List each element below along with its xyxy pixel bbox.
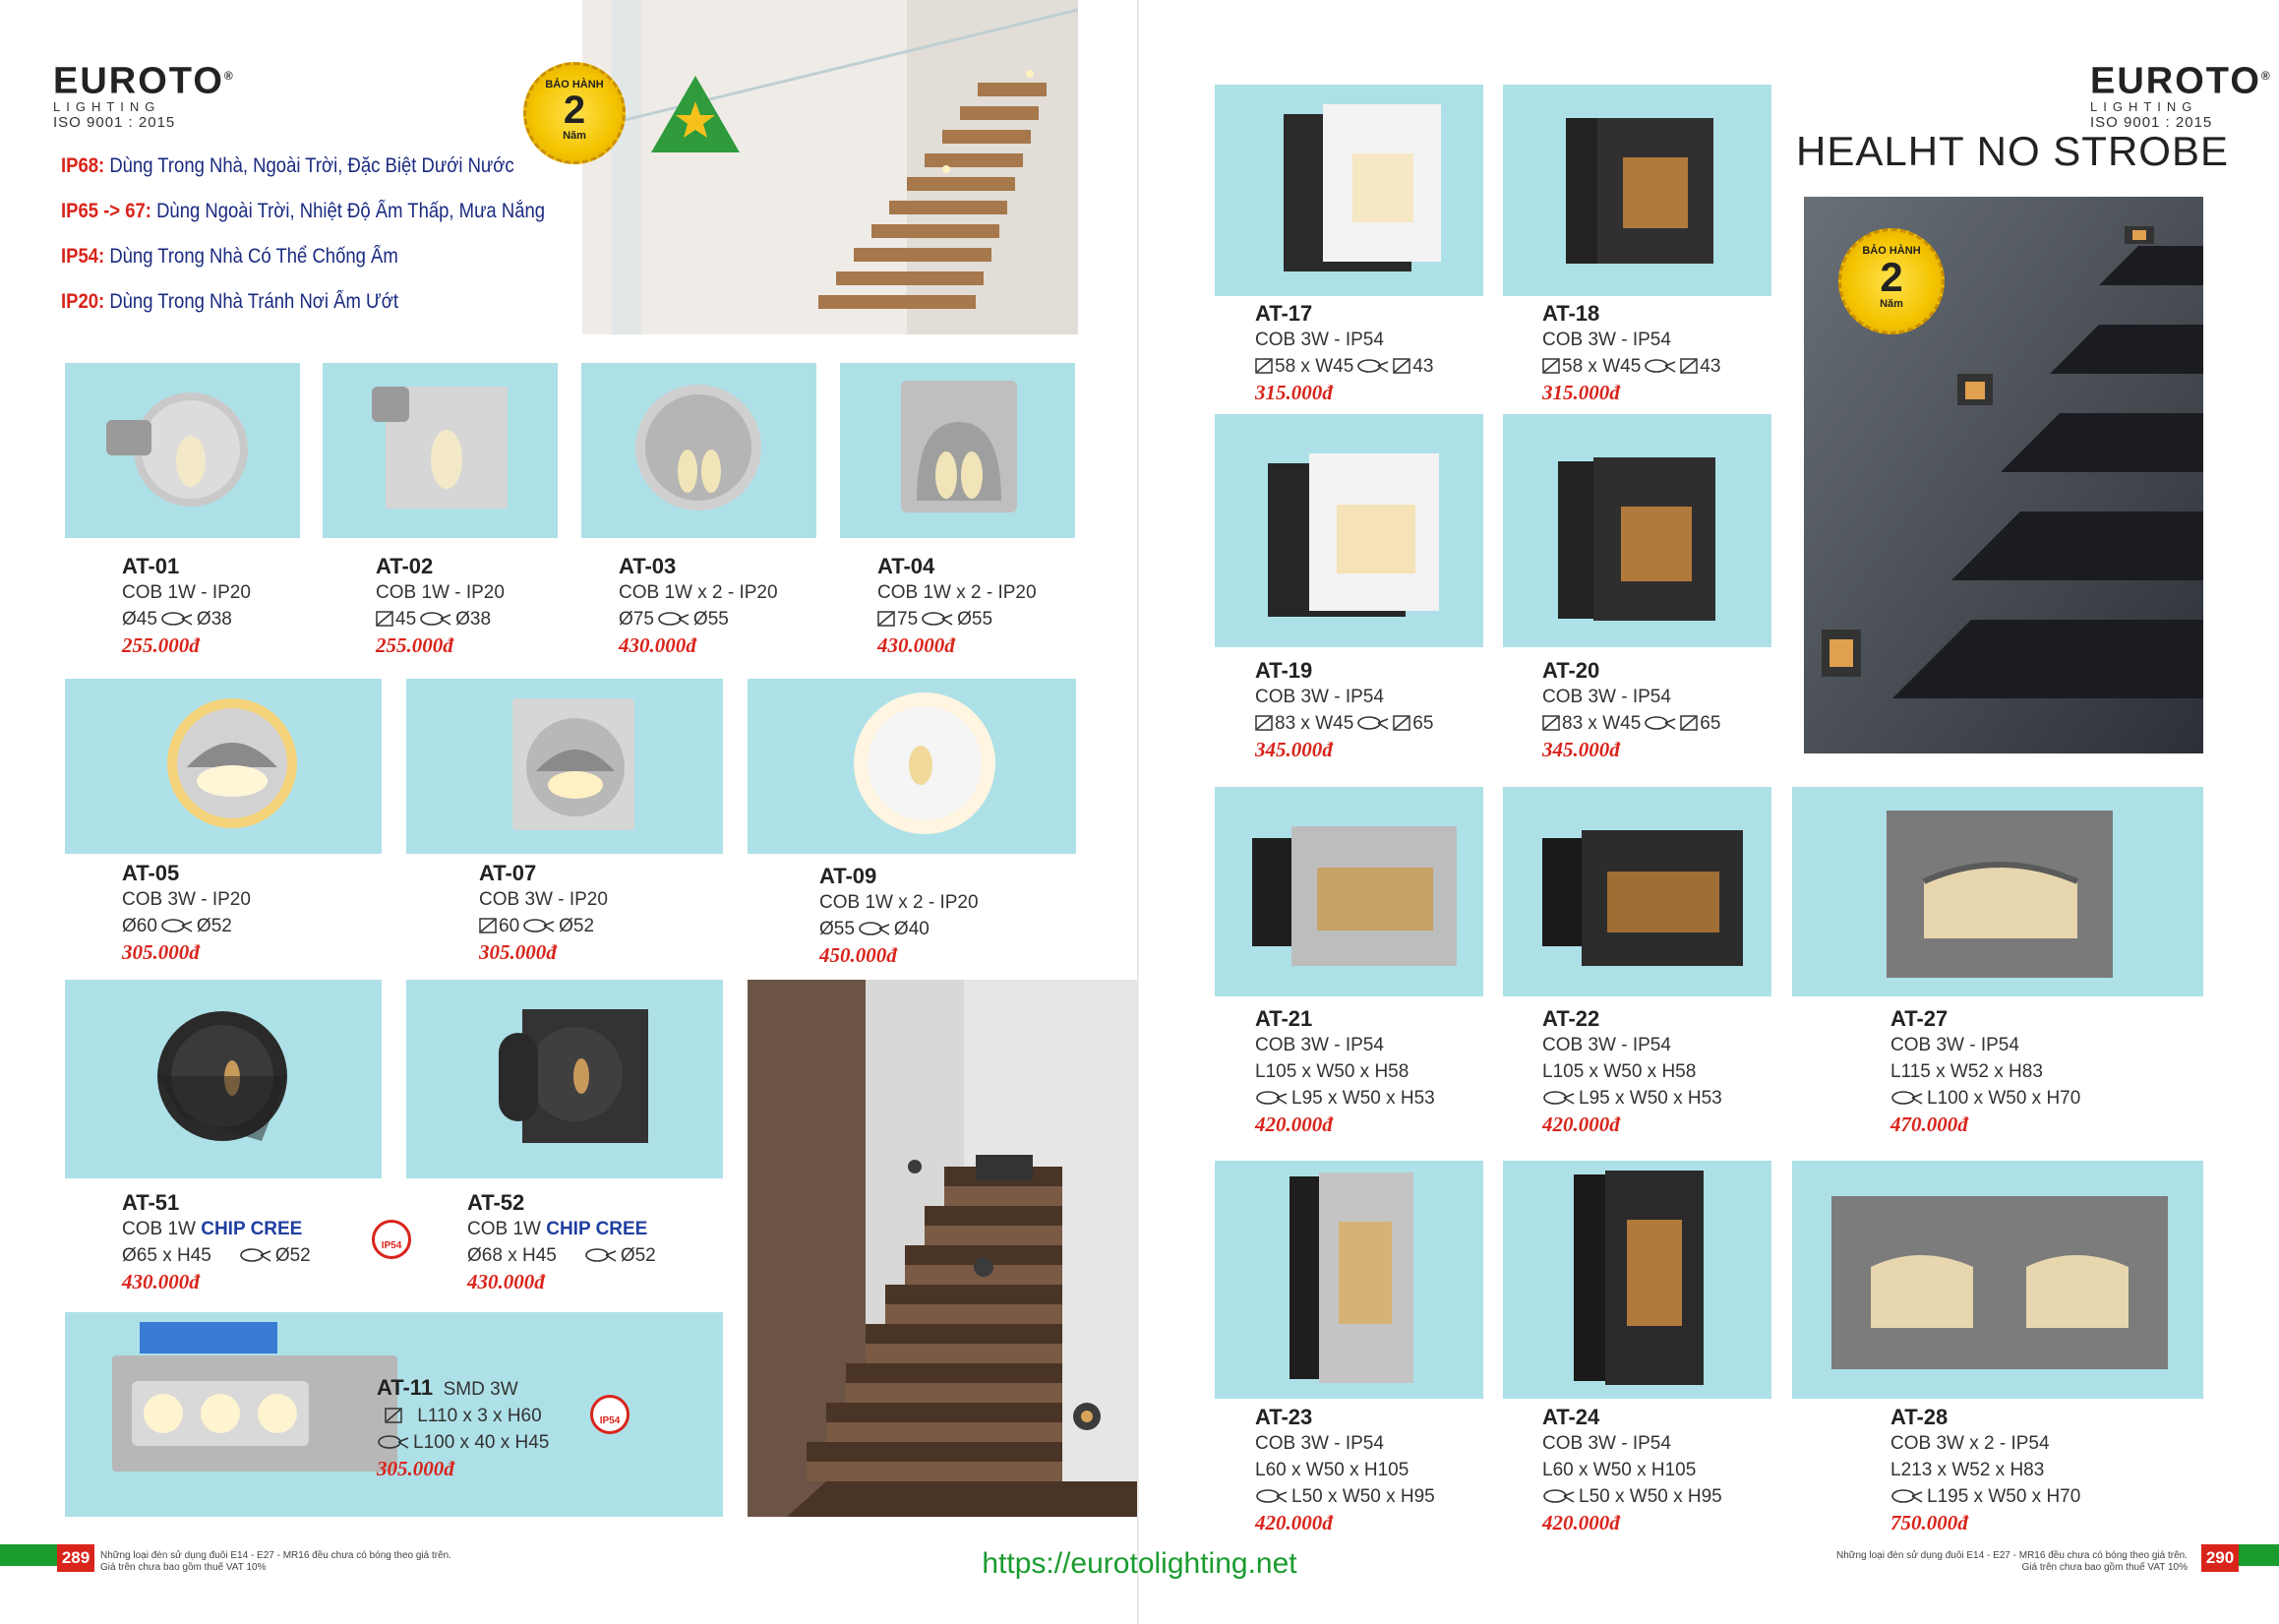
square-size-icon (1542, 715, 1560, 731)
cutout-icon (1542, 1487, 1576, 1505)
square-size-icon (479, 918, 497, 933)
product-at19: AT-19 COB 3W - IP54 83 x W45 65 345.000đ (1255, 658, 1434, 761)
square-size-icon (1255, 715, 1273, 731)
square-size-icon (376, 611, 393, 627)
product-at01: AT-01 COB 1W - IP20 Ø45 Ø38 255.000đ (122, 554, 251, 657)
square-size-icon (1680, 715, 1698, 731)
product-image-at18 (1503, 85, 1771, 296)
square-size-icon (877, 611, 895, 627)
brand-logo-left: EUROTO® LIGHTING ISO 9001 : 2015 (53, 60, 235, 131)
product-at27: AT-27 COB 3W - IP54 L115 x W52 x H83 L100 x W50 x H70 470.000đ (1890, 1006, 2081, 1136)
cutout-icon (1255, 1089, 1289, 1107)
cutout-icon (1356, 714, 1390, 732)
product-image-at20 (1503, 414, 1771, 647)
product-at05: AT-05 COB 3W - IP20 Ø60 Ø52 305.000đ (122, 861, 251, 964)
footnote-left: Những loại đèn sử dụng đuôi E14 - E27 - MR16 đều chưa có bóng theo giá trên. Giá trên chưa bao gồm thuế VAT 10% (100, 1550, 451, 1573)
cutout-icon (1255, 1487, 1289, 1505)
product-at24: AT-24 COB 3W - IP54 L60 x W50 x H105 L50 x W50 x H95 420.000đ (1542, 1405, 1722, 1534)
page-heading: HEALHT NO STROBE (1796, 128, 2229, 174)
staircase-photo-top (582, 0, 1078, 334)
cutout-icon (419, 610, 452, 628)
product-image-at28 (1792, 1161, 2203, 1399)
product-image-at24 (1503, 1161, 1771, 1399)
page-number-left: 289 (57, 1544, 94, 1572)
product-image-at27 (1792, 787, 2203, 996)
product-at04: AT-04 COB 1W x 2 - IP20 75 Ø55 430.000đ (877, 554, 1037, 657)
footnote-right: Những loại đèn sử dụng đuôi E14 - E27 - MR16 đều chưa có bóng theo giá trên. Giá trên chưa bao gồm thuế VAT 10% (1836, 1550, 2188, 1573)
ip54-badge: IP54 (372, 1220, 411, 1259)
product-at51: AT-51 COB 1W CHIP CREE Ø65 x H45 Ø52 430.000đ (122, 1190, 311, 1293)
product-image-at51 (65, 980, 382, 1178)
page-number-right: 290 (2201, 1544, 2239, 1572)
ip54-badge: IP54 (590, 1395, 630, 1434)
cutout-icon (858, 920, 891, 937)
cutout-icon (657, 610, 690, 628)
cutout-icon (1890, 1487, 1924, 1505)
product-at52: AT-52 COB 1W CHIP CREE Ø68 x H45 Ø52 430.000đ (467, 1190, 656, 1293)
product-at20: AT-20 COB 3W - IP54 83 x W45 65 345.000đ (1542, 658, 1721, 761)
cutout-icon (160, 917, 194, 934)
product-at28: AT-28 COB 3W x 2 - IP54 L213 x W52 x H83 L195 x W50 x H70 750.000đ (1890, 1405, 2081, 1534)
product-image-at03 (581, 363, 816, 538)
product-image-at22 (1503, 787, 1771, 996)
cutout-icon (1890, 1089, 1924, 1107)
cutout-icon (377, 1433, 410, 1451)
square-size-icon (1542, 358, 1560, 374)
ip-rating-line: IP68: Dùng Trong Nhà, Ngoài Trời, Đặc Biệt Dưới Nước (61, 154, 514, 177)
product-image-at21 (1215, 787, 1483, 996)
product-at02: AT-02 COB 1W - IP20 45 Ø38 255.000đ (376, 554, 505, 657)
page-right (1139, 0, 2279, 1624)
product-at18: AT-18 COB 3W - IP54 58 x W45 43 315.000đ (1542, 301, 1721, 404)
product-image-at23 (1215, 1161, 1483, 1399)
ip-rating-line: IP65 -> 67: Dùng Ngoài Trời, Nhiệt Độ Ẩm Thấp, Mưa Nắng (61, 200, 546, 222)
product-image-at02 (323, 363, 558, 538)
cutout-icon (239, 1246, 272, 1264)
product-image-at01 (65, 363, 300, 538)
product-price: 255.000đ (122, 633, 200, 657)
product-image-at07 (406, 679, 723, 854)
product-spec: COB 1W - IP20 (122, 582, 251, 603)
staircase-photo-bottom (748, 980, 1139, 1517)
product-at21: AT-21 COB 3W - IP54 L105 x W50 x H58 L95 x W50 x H53 420.000đ (1255, 1006, 1435, 1136)
product-image-at52 (406, 980, 723, 1178)
website-link[interactable]: https://eurotolighting.net (982, 1547, 1297, 1580)
product-at03: AT-03 COB 1W x 2 - IP20 Ø75 Ø55 430.000đ (619, 554, 778, 657)
square-size-icon (1393, 715, 1410, 731)
product-at09: AT-09 COB 1W x 2 - IP20 Ø55 Ø40 450.000đ (819, 864, 979, 967)
cutout-icon (1644, 357, 1677, 375)
ip-rating-line: IP54: Dùng Trong Nhà Có Thể Chống Ẩm (61, 245, 398, 268)
warranty-badge: BẢO HÀNH 2 Năm (523, 62, 626, 164)
cutout-icon (160, 610, 194, 628)
surface-size-icon (377, 1408, 410, 1423)
product-at23: AT-23 COB 3W - IP54 L60 x W50 x H105 L50 x W50 x H95 420.000đ (1255, 1405, 1435, 1534)
cutout-icon (584, 1246, 618, 1264)
brand-logo-right: EUROTO® LIGHTING ISO 9001 : 2015 (2090, 60, 2272, 131)
ip-rating-line: IP20: Dùng Trong Nhà Tránh Nơi Ẩm Ướt (61, 290, 399, 313)
product-image-at17 (1215, 85, 1483, 296)
quality-badge (649, 74, 742, 164)
product-at22: AT-22 COB 3W - IP54 L105 x W50 x H58 L95 x W50 x H53 420.000đ (1542, 1006, 1722, 1136)
product-code: AT-01 (122, 554, 180, 578)
warranty-badge: BẢO HÀNH 2 Năm (1838, 228, 1945, 334)
square-size-icon (1393, 358, 1410, 374)
product-at11: AT-11 SMD 3W L110 x 3 x H60 L100 x 40 x H45 305.000đ (377, 1375, 550, 1480)
cutout-icon (522, 917, 556, 934)
product-image-at04 (840, 363, 1075, 538)
square-size-icon (1255, 358, 1273, 374)
cutout-icon (1644, 714, 1677, 732)
square-size-icon (1680, 358, 1698, 374)
cutout-icon (921, 610, 954, 628)
product-at17: AT-17 COB 3W - IP54 58 x W45 43 315.000đ (1255, 301, 1434, 404)
product-image-at05 (65, 679, 382, 854)
cutout-icon (1542, 1089, 1576, 1107)
cutout-icon (1356, 357, 1390, 375)
product-image-at19 (1215, 414, 1483, 647)
product-at07: AT-07 COB 3W - IP20 60 Ø52 305.000đ (479, 861, 608, 964)
page-left (0, 0, 1139, 1624)
product-image-at09 (748, 679, 1076, 854)
